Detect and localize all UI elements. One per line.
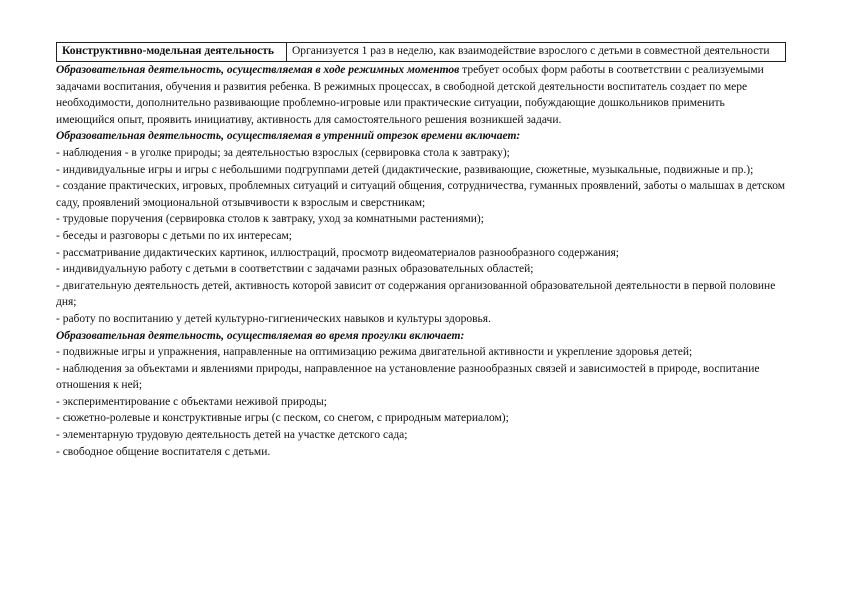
list-item: - элементарную трудовую деятельность детей на участке детского сада; <box>56 429 408 442</box>
table-cell-description: Организуется 1 раз в неделю, как взаимодействие взрослого с детьми в совместной деятельности <box>287 43 786 62</box>
morning-heading: Образовательная деятельность, осуществляемая в утренний отрезок времени включает: <box>56 130 521 143</box>
list-item: - наблюдения за объектами и явлениями природы, направленное на установление разнообразных связей и зависимостей в природе, воспитание отношения к ней; <box>56 362 760 392</box>
list-item: - рассматривание дидактических картинок, иллюстраций, просмотр видеоматериалов разнообразного содержания; <box>56 246 619 259</box>
list-item: - двигательную деятельность детей, активность которой зависит от содержания организованной образовательной деятельности в первой половине дня; <box>56 279 776 309</box>
list-item: - работу по воспитанию у детей культурно-гигиенических навыков и культуры здоровья. <box>56 312 491 325</box>
table-cell-activity: Конструктивно-модельная деятельность <box>57 43 287 62</box>
intro-text: требует особых форм работы в соответствии с реализуемыми задачами воспитания, обучения и развития ребенка. В режимных процессах, в свободной детской деятельности воспитатель создает по мере необходимости, дополнительно развивающие проблемно-игровые или практические ситуации, побуждающие дошкольников применить имеющийся опыт, проявить инициативу, активность для самостоятельного решения возникшей задачи. <box>56 64 764 126</box>
list-item: - подвижные игры и упражнения, направленные на оптимизацию режима двигательной активности и укрепление здоровья детей; <box>56 346 693 359</box>
list-item: - свободное общение воспитателя с детьми. <box>56 445 271 458</box>
table-row <box>57 43 786 62</box>
list-item: - сюжетно-ролевые и конструктивные игры (с песком, со снегом, с природным материалом); <box>56 412 509 425</box>
list-item: - трудовые поручения (сервировка столов к завтраку, уход за комнатными растениями); <box>56 213 484 226</box>
intro-heading: Образовательная деятельность, осуществляемая в ходе режимных моментов <box>56 64 460 76</box>
list-item: - беседы и разговоры с детьми по их интересам; <box>56 229 292 242</box>
document-body <box>56 62 786 460</box>
document-page <box>56 42 786 460</box>
intro-paragraph <box>56 62 786 128</box>
list-item: - создание практических, игровых, проблемных ситуаций и ситуаций общения, сотрудничества, гуманных проявлений, заботы о малышах в детском саду, проявлений эмоциональной отзывчивости к взрослым и сверстникам; <box>56 180 786 209</box>
list-item: - наблюдения - в уголке природы; за деятельностью взрослых (сервировка стола к завтраку); <box>56 146 510 159</box>
activity-table <box>56 42 786 62</box>
list-item: - индивидуальную работу с детьми в соответствии с задачами разных образовательных областей; <box>56 263 534 276</box>
walk-heading: Образовательная деятельность, осуществляемая во время прогулки включает: <box>56 329 465 342</box>
list-item: - экспериментирование с объектами неживой природы; <box>56 395 327 408</box>
list-item: - индивидуальные игры и игры с небольшими подгруппами детей (дидактические, развивающие, сюжетные, музыкальные, подвижные и пр.); <box>56 163 754 176</box>
